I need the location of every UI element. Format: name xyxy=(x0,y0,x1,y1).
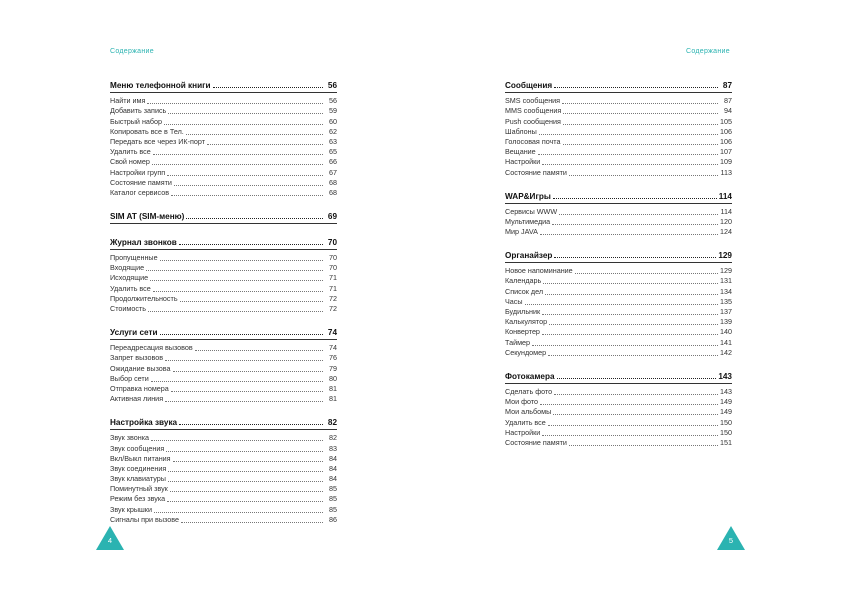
dot-leader xyxy=(170,491,323,492)
dot-leader xyxy=(539,134,718,135)
entry-page-number: 106 xyxy=(720,126,732,136)
dot-leader xyxy=(181,522,323,523)
entry-label: Удалить все xyxy=(505,417,546,427)
entry-label: Удалить все xyxy=(110,147,151,157)
dot-leader xyxy=(167,501,323,502)
toc-entry[interactable] xyxy=(505,438,732,448)
dot-leader xyxy=(165,401,323,402)
entry-page-number: 60 xyxy=(329,116,337,126)
toc-entry[interactable] xyxy=(110,374,337,384)
entry-label: Состояние памяти xyxy=(505,167,567,177)
entry-page-number: 81 xyxy=(329,383,337,393)
dot-leader xyxy=(151,440,323,441)
dot-leader xyxy=(563,113,718,114)
toc-entry[interactable] xyxy=(110,178,337,188)
entry-page-number: 80 xyxy=(329,373,337,383)
dot-leader xyxy=(542,435,718,436)
toc-entry[interactable] xyxy=(505,276,732,286)
dot-leader xyxy=(542,164,718,165)
toc-entry[interactable] xyxy=(110,167,337,177)
dot-leader xyxy=(168,481,323,482)
entry-page-number: 150 xyxy=(720,427,732,437)
entry-page-number: 85 xyxy=(329,484,337,494)
toc-entry[interactable] xyxy=(505,167,732,177)
entry-label: Мультимедиа xyxy=(505,216,551,226)
entry-page-number: 131 xyxy=(720,276,732,286)
section-page-number: 129 xyxy=(718,251,732,261)
entry-page-number: 105 xyxy=(720,116,732,126)
entry-label: Выбор сети xyxy=(110,373,149,383)
entry-page-number: 87 xyxy=(724,96,732,106)
dot-leader xyxy=(549,324,718,325)
entry-page-number: 150 xyxy=(720,417,732,427)
toc-entry[interactable] xyxy=(110,147,337,157)
entry-page-number: 68 xyxy=(329,187,337,197)
toc-entry[interactable] xyxy=(505,297,732,307)
entry-label: Настройки xyxy=(505,157,541,167)
entry-page-number: 59 xyxy=(329,106,337,116)
toc-section-heading[interactable] xyxy=(110,236,337,250)
toc-entry[interactable] xyxy=(505,337,732,347)
toc-entry[interactable] xyxy=(505,106,732,116)
toc-entry[interactable] xyxy=(110,157,337,167)
dot-leader xyxy=(563,144,718,145)
dot-leader xyxy=(552,224,718,225)
entry-label: Сигналы при вызове xyxy=(110,514,179,524)
dot-leader xyxy=(146,270,323,271)
entry-label: Сделать фото xyxy=(505,386,553,396)
entry-page-number: 142 xyxy=(720,347,732,357)
dot-leader xyxy=(152,164,323,165)
toc-entry[interactable] xyxy=(505,207,732,217)
entry-page-number: 135 xyxy=(720,296,732,306)
dot-leader xyxy=(562,103,718,104)
section-page-number: 114 xyxy=(718,191,732,201)
dot-leader xyxy=(559,214,718,215)
entry-label: Копировать все в Тел. xyxy=(110,126,184,136)
dot-leader xyxy=(173,371,323,372)
entry-label: Список дел xyxy=(505,286,544,296)
entry-page-number: 72 xyxy=(329,293,337,303)
entry-page-number: 74 xyxy=(329,343,337,353)
entry-page-number: 149 xyxy=(720,397,732,407)
dot-leader xyxy=(166,451,323,452)
dot-leader xyxy=(554,257,716,258)
entry-label: Push сообщения xyxy=(505,116,561,126)
entry-page-number: 81 xyxy=(329,394,337,404)
entry-label: Режим без звука xyxy=(110,494,166,504)
toc-entry[interactable] xyxy=(110,188,337,198)
dot-leader xyxy=(174,185,323,186)
section-page-number: 143 xyxy=(718,371,732,381)
entry-page-number: 63 xyxy=(329,136,337,146)
dot-leader xyxy=(153,291,323,292)
dot-leader xyxy=(548,425,718,426)
toc-section xyxy=(110,236,337,314)
entry-page-number: 82 xyxy=(329,433,337,443)
entry-page-number: 85 xyxy=(329,504,337,514)
toc-section xyxy=(505,190,732,238)
entry-label: Таймер xyxy=(505,337,531,347)
entry-page-number: 79 xyxy=(329,363,337,373)
running-header-left: Содержание xyxy=(110,48,154,55)
entry-page-number: 84 xyxy=(329,463,337,473)
toc-entry[interactable] xyxy=(505,348,732,358)
entry-label: Переадресация вызовов xyxy=(110,343,193,353)
entry-label: Активная линия xyxy=(110,394,164,404)
dot-leader xyxy=(563,124,718,125)
dot-leader xyxy=(569,445,718,446)
toc-entry[interactable] xyxy=(110,353,337,363)
entry-label: Добавить запись xyxy=(110,106,167,116)
toc-entry[interactable] xyxy=(110,343,337,353)
section-title: Настройка звука xyxy=(110,418,178,428)
dot-leader xyxy=(532,345,718,346)
toc-entry[interactable] xyxy=(110,273,337,283)
toc-entry[interactable] xyxy=(505,127,732,137)
entry-label: Состояние памяти xyxy=(110,177,172,187)
dot-leader xyxy=(148,311,323,312)
entry-label: Мир JAVA xyxy=(505,227,538,237)
dot-leader xyxy=(525,304,718,305)
toc-entry[interactable] xyxy=(505,387,732,397)
toc-entry[interactable] xyxy=(110,127,337,137)
dot-leader xyxy=(150,280,323,281)
toc-entry[interactable] xyxy=(505,96,732,106)
dot-leader xyxy=(213,87,323,88)
entry-page-number: 140 xyxy=(720,327,732,337)
toc-entry[interactable] xyxy=(505,397,732,407)
section-title: Органайзер xyxy=(505,251,553,261)
entry-page-number: 114 xyxy=(720,206,732,216)
entry-label: Звук соединения xyxy=(110,463,167,473)
dot-leader xyxy=(168,113,323,114)
dot-leader xyxy=(151,381,323,382)
entry-page-number: 68 xyxy=(329,177,337,187)
entry-label: Входящие xyxy=(110,263,145,273)
entry-page-number: 139 xyxy=(720,317,732,327)
toc-section-heading[interactable] xyxy=(505,370,732,384)
entry-page-number: 71 xyxy=(329,273,337,283)
toc-left-column xyxy=(110,79,337,537)
entry-page-number: 106 xyxy=(720,136,732,146)
toc-entry[interactable] xyxy=(505,266,732,276)
toc-section-heading[interactable] xyxy=(110,210,337,224)
entry-label: Сервисы WWW xyxy=(505,206,558,216)
entry-label: Конвертер xyxy=(505,327,540,337)
dot-leader xyxy=(154,512,323,513)
dot-leader xyxy=(160,260,323,261)
toc-entry[interactable] xyxy=(110,116,337,126)
entry-label: Шаблоны xyxy=(505,126,537,136)
toc-section xyxy=(110,416,337,525)
entry-page-number: 94 xyxy=(724,106,732,116)
entry-label: Быстрый набор xyxy=(110,116,163,126)
dot-leader xyxy=(542,334,718,335)
entry-page-number: 151 xyxy=(720,437,732,447)
toc-entry[interactable] xyxy=(110,443,337,453)
toc-entry[interactable] xyxy=(110,384,337,394)
dot-leader xyxy=(195,350,323,351)
section-page-number: 70 xyxy=(327,237,337,247)
toc-entry[interactable] xyxy=(110,283,337,293)
dot-leader xyxy=(545,294,718,295)
toc-entry[interactable] xyxy=(110,484,337,494)
toc-entry[interactable] xyxy=(110,504,337,514)
dot-leader xyxy=(171,195,323,196)
dot-leader xyxy=(540,234,718,235)
dot-leader xyxy=(538,154,718,155)
dot-leader xyxy=(554,87,718,88)
toc-entry[interactable] xyxy=(110,515,337,525)
dot-leader xyxy=(171,391,323,392)
dot-leader xyxy=(548,355,718,356)
entry-label: Стоимость xyxy=(110,304,146,313)
toc-entry[interactable] xyxy=(110,106,337,116)
dot-leader xyxy=(554,394,718,395)
entry-label: Вкл/Выкл питания xyxy=(110,453,171,463)
entry-page-number: 71 xyxy=(329,283,337,293)
entry-page-number: 141 xyxy=(720,337,732,347)
section-title: WAP&Игры xyxy=(505,191,551,201)
entry-label: Часы xyxy=(505,296,523,306)
entry-page-number: 65 xyxy=(329,147,337,157)
entry-page-number: 56 xyxy=(329,96,337,106)
entry-page-number: 107 xyxy=(720,147,732,157)
toc-section-heading[interactable] xyxy=(505,79,732,93)
entry-label: Запрет вызовов xyxy=(110,353,164,363)
entry-label: Удалить все xyxy=(110,283,151,293)
entry-page-number: 72 xyxy=(329,304,337,313)
entry-page-number: 120 xyxy=(720,216,732,226)
dot-leader xyxy=(160,334,323,335)
entry-page-number: 129 xyxy=(720,266,732,276)
entry-page-number: 113 xyxy=(720,167,732,177)
toc-entry[interactable] xyxy=(110,294,337,304)
toc-entry[interactable] xyxy=(110,454,337,464)
toc-entry[interactable] xyxy=(505,116,732,126)
dot-leader xyxy=(180,301,323,302)
toc-entry[interactable] xyxy=(110,96,337,106)
entry-page-number: 137 xyxy=(720,307,732,316)
entry-page-number: 149 xyxy=(720,407,732,417)
toc-right-column xyxy=(505,79,732,460)
entry-label: Отправка номера xyxy=(110,383,169,393)
toc-entry[interactable] xyxy=(505,417,732,427)
entry-label: Календарь xyxy=(505,276,542,286)
entry-label: Голосовая почта xyxy=(505,136,561,146)
dot-leader xyxy=(575,273,718,274)
toc-entry[interactable] xyxy=(110,474,337,484)
entry-page-number: 66 xyxy=(329,157,337,167)
entry-label: Настройки xyxy=(505,427,541,437)
toc-entry[interactable] xyxy=(505,407,732,417)
entry-label: Звук клавиатуры xyxy=(110,474,166,484)
toc-section xyxy=(505,249,732,358)
toc-section xyxy=(505,79,732,178)
entry-page-number: 83 xyxy=(329,443,337,453)
toc-entry[interactable] xyxy=(505,286,732,296)
toc-section-heading[interactable] xyxy=(505,249,732,263)
entry-page-number: 84 xyxy=(329,453,337,463)
toc-entry[interactable] xyxy=(505,327,732,337)
toc-section-heading[interactable] xyxy=(110,326,337,340)
toc-entry[interactable] xyxy=(110,494,337,504)
section-page-number: 87 xyxy=(722,81,732,90)
dot-leader xyxy=(186,134,323,135)
toc-entry[interactable] xyxy=(110,363,337,373)
dot-leader xyxy=(153,154,323,155)
entry-page-number: 109 xyxy=(720,157,732,167)
dot-leader xyxy=(207,144,323,145)
toc-entry[interactable] xyxy=(505,147,732,157)
section-page-number: 69 xyxy=(327,211,337,221)
entry-label: Мои альбомы xyxy=(505,407,552,417)
page-number-left: 4 xyxy=(107,536,113,545)
entry-label: Свой номер xyxy=(110,157,150,167)
entry-label: Калькулятор xyxy=(505,317,548,327)
dot-leader xyxy=(164,124,323,125)
entry-label: Вещание xyxy=(505,147,536,157)
page-number-badge-left xyxy=(95,525,125,551)
toc-section xyxy=(110,326,337,404)
page-number-badge-right xyxy=(716,525,746,551)
page-number-right: 5 xyxy=(728,536,734,545)
entry-page-number: 70 xyxy=(329,253,337,263)
toc-entry[interactable] xyxy=(505,137,732,147)
entry-label: Пропущенные xyxy=(110,253,158,263)
entry-label: Секундомер xyxy=(505,347,547,357)
entry-page-number: 76 xyxy=(329,353,337,363)
dot-leader xyxy=(186,218,323,219)
toc-section-heading[interactable] xyxy=(110,79,337,93)
entry-label: Звук звонка xyxy=(110,433,150,443)
entry-label: Поминутный звук xyxy=(110,484,168,494)
dot-leader xyxy=(569,175,718,176)
entry-page-number: 67 xyxy=(329,167,337,177)
toc-entry[interactable] xyxy=(110,304,337,314)
entry-label: Звук сообщения xyxy=(110,443,165,453)
section-page-number: 82 xyxy=(327,418,337,428)
section-title: SIM AT (SIM-меню) xyxy=(110,211,185,221)
entry-label: Настройки групп xyxy=(110,167,166,177)
entry-page-number: 70 xyxy=(329,263,337,273)
entry-label: MMS сообщения xyxy=(505,106,562,116)
toc-section xyxy=(505,370,732,448)
toc-entry[interactable] xyxy=(110,263,337,273)
entry-label: Состояние памяти xyxy=(505,437,567,447)
entry-label: Ожидание вызова xyxy=(110,363,171,373)
toc-entry[interactable] xyxy=(505,428,732,438)
entry-label: SMS сообщения xyxy=(505,96,561,106)
toc-entry[interactable] xyxy=(110,253,337,263)
section-title: Журнал звонков xyxy=(110,237,177,247)
entry-page-number: 85 xyxy=(329,494,337,504)
toc-entry[interactable] xyxy=(110,394,337,404)
dot-leader xyxy=(179,244,323,245)
dot-leader xyxy=(540,404,718,405)
entry-page-number: 86 xyxy=(329,514,337,524)
entry-page-number: 124 xyxy=(720,227,732,237)
entry-label: Найти имя xyxy=(110,96,146,106)
dot-leader xyxy=(147,103,323,104)
section-title: Меню телефонной книги xyxy=(110,81,211,90)
dot-leader xyxy=(543,283,718,284)
toc-entry[interactable] xyxy=(505,157,732,167)
toc-entry[interactable] xyxy=(505,307,732,317)
entry-label: Мои фото xyxy=(505,397,539,407)
entry-label: Исходящие xyxy=(110,273,149,283)
entry-label: Продолжительность xyxy=(110,293,178,303)
toc-entry[interactable] xyxy=(110,464,337,474)
entry-label: Звук крышки xyxy=(110,504,152,514)
dot-leader xyxy=(553,198,717,199)
entry-label: Новое напоминание xyxy=(505,266,573,276)
entry-page-number: 143 xyxy=(720,386,732,396)
dot-leader xyxy=(173,461,323,462)
section-title: Услуги сети xyxy=(110,328,158,337)
entry-page-number: 84 xyxy=(329,474,337,484)
toc-section-heading[interactable] xyxy=(110,416,337,430)
running-header-right: Содержание xyxy=(686,48,730,55)
section-page-number: 56 xyxy=(327,81,337,90)
entry-label: Каталог сервисов xyxy=(110,187,170,197)
section-page-number: 74 xyxy=(327,328,337,337)
dot-leader xyxy=(167,175,323,176)
toc-entry[interactable] xyxy=(110,137,337,147)
entry-label: Передать все через ИК-порт xyxy=(110,136,206,146)
toc-entry[interactable] xyxy=(505,227,732,237)
toc-section-heading[interactable] xyxy=(505,190,732,204)
toc-entry[interactable] xyxy=(110,433,337,443)
dot-leader xyxy=(542,314,718,315)
section-title: Фотокамера xyxy=(505,371,555,381)
toc-entry[interactable] xyxy=(505,217,732,227)
dot-leader xyxy=(553,414,718,415)
entry-page-number: 62 xyxy=(329,126,337,136)
toc-section xyxy=(110,79,337,198)
entry-page-number: 134 xyxy=(720,286,732,296)
toc-section xyxy=(110,210,337,224)
section-title: Сообщения xyxy=(505,81,553,90)
toc-entry[interactable] xyxy=(505,317,732,327)
entry-label: Будильник xyxy=(505,307,541,316)
dot-leader xyxy=(165,360,323,361)
dot-leader xyxy=(168,471,323,472)
dot-leader xyxy=(179,424,323,425)
dot-leader xyxy=(557,378,717,379)
